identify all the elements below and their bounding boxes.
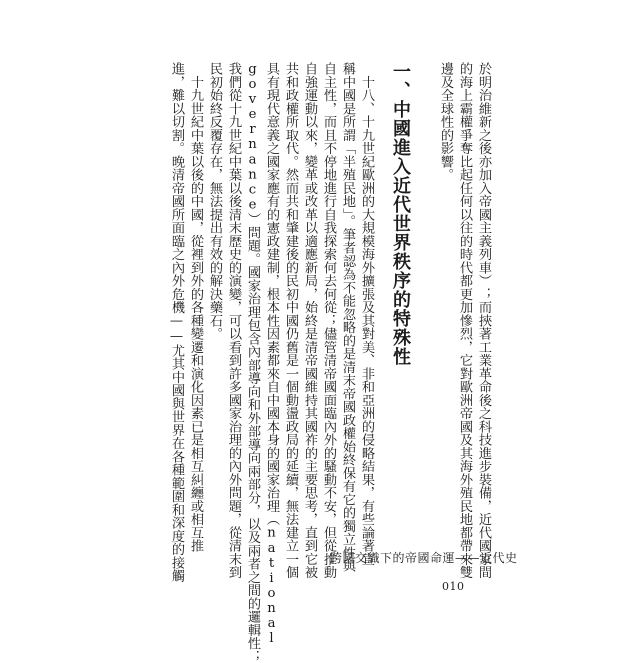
text-column: 自強運動以來，變革或改革以適應新局，始終是清帝國維持其國祚的主要思考，直到它被 <box>302 62 317 579</box>
text-column: 的海上霸權爭奪比起任何以往的時代都更加慘烈，它對歐洲帝國及其海外殖民地都帶來雙 <box>457 62 472 579</box>
running-title: 跨國交織下的帝國命運——近代史 <box>330 551 518 565</box>
text-column: 共和政權所取代。然而共和肇建後的民初中國仍舊是一個動盪政局的延續，無法建立一個 <box>283 62 298 579</box>
page-number: 010 <box>442 580 465 593</box>
text-column: 邊及全球性的影響。 <box>438 62 453 182</box>
text-column: 民初始終反覆存在，無法提出有效的解決藥石。 <box>207 62 222 341</box>
text-column: 十八、十九世紀歐洲的大規模海外擴張及其對美、非和亞洲的侵略結果，有些論著宣 <box>359 62 374 566</box>
text-column: 於明治維新之後亦加入帝國主義列車）；而挾著工業革命後之科技進步裝備，近代國家間 <box>476 62 491 579</box>
text-column: governance）問題。國家治理包含內部導向和外部導向兩部分，以及兩者之間的邏輯性； <box>245 62 260 663</box>
text-column: 我們從十九世紀中葉以後清末歷史的演變，可以看到許多國家治理的內外問題，從清末到 <box>226 62 241 579</box>
section-heading: 一、中國進入近代世界秩序的特殊性 <box>390 62 411 366</box>
text-column: 具有現代意義之國家應有的憲政建制，根本性因素都來自中國本身的國家治理（national <box>264 62 279 647</box>
text-column: 自主性，而且不停地進行自我探索何去何從；儘管清帝國面臨內外的騷動不安，但從推動 <box>321 62 336 579</box>
text-column: 稱中國是所謂「半殖民地」。筆者認為不能忽略的是清末帝國政權始終保有它的獨立性與 <box>340 62 355 573</box>
text-column: 進，難以切割。晚清帝國所面臨之內外危機——尤其中國與世界在各種範圍和深度的接觸 <box>169 62 184 583</box>
text-column: 十九世紀中葉以後的中國，從裡到外的各種變遷和演化因素已是相互糾纏或相互推 <box>188 62 203 553</box>
